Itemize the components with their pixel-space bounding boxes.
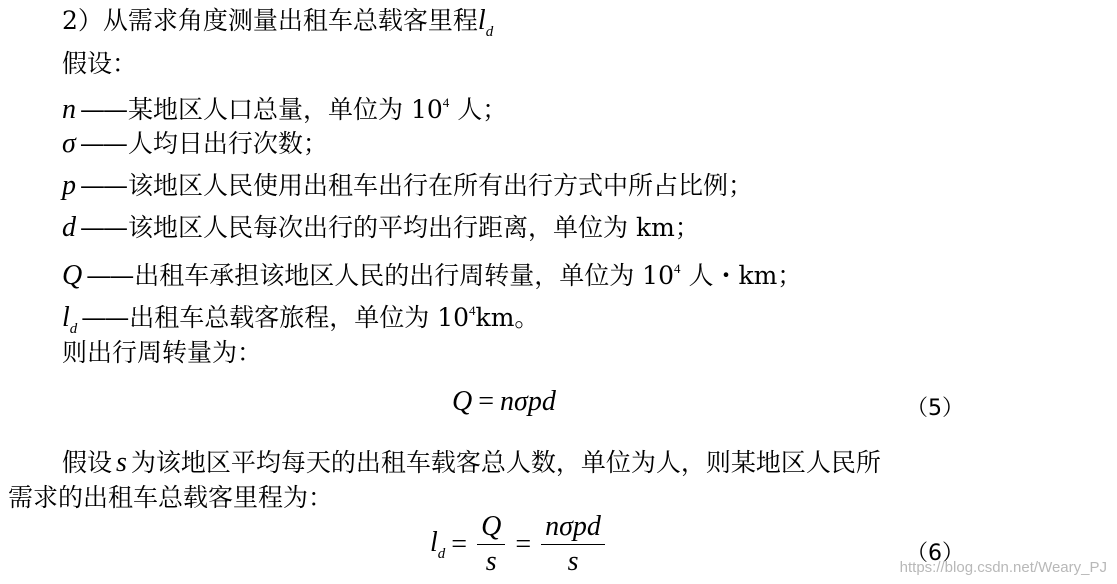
em-dash: —— [79,129,126,158]
variable-symbol: l [62,302,70,333]
paragraph-text: 假设 [62,448,113,477]
superscript: 4 [442,95,450,110]
definition-text: 出租车承担该地区人民的出行周转量，单位为 10 [134,261,674,290]
em-dash: —— [80,171,126,200]
definition-text: 人均日出行次数； [127,129,328,158]
definition-text-tail: km。 [475,303,540,332]
definition-sigma [62,127,328,161]
equation-5-number: （5） [906,396,964,421]
definition-text-tail: 人・km； [680,261,803,290]
variable-symbol: p [62,170,76,201]
superscript: 4 [469,303,476,318]
paragraph-line-2: 需求的出租车总载客里程为： [8,483,334,512]
definition-text: 某地区人口总量，单位为 10 [128,95,443,124]
fraction-2-denominator: s [567,546,579,577]
variable-symbol: Q [62,260,83,291]
variable-symbol: σ [62,128,76,159]
superscript: 4 [674,261,681,276]
definition-Q [62,252,803,291]
variable-symbol: n [62,94,76,125]
equation-lhs-subscript: d [437,545,446,562]
equation-6-number: （6） [906,541,964,566]
em-dash: —— [81,303,128,332]
paragraph-line-1 [62,446,881,480]
equation-6 [430,512,609,577]
fraction-2 [541,512,605,577]
section-heading [62,4,493,38]
definition-n [62,86,508,125]
heading-variable-subscript: d [485,24,494,40]
definition-d [62,211,700,245]
equation-5 [452,386,556,418]
em-dash: —— [86,261,133,290]
variable-symbol: d [62,212,76,243]
fraction-1-numerator: Q [477,512,505,545]
definition-text-tail: 人； [449,95,508,124]
definition-p [62,169,753,203]
equation-lhs: Q [452,386,473,417]
assume-label: 假设： [62,49,138,78]
definition-text: 该地区人民每次出行的平均出行距离，单位为 km； [128,213,700,242]
watermark: https://blog.csdn.net/Weary_PJ [899,559,1107,576]
paragraph-text: 为该地区平均每天的出租车载客总人数，单位为人，则某地区人民所 [130,448,881,477]
equation-rhs: nσpd [500,386,556,417]
equals-sign: = [515,528,532,560]
variable-s: s [116,447,127,478]
equation-lhs-var: l [430,526,438,558]
fraction-1-denominator: s [485,546,497,577]
equals-sign: = [451,528,468,560]
definition-text: 该地区人民使用出租车出行在所有出行方式中所占比例； [128,171,754,200]
variable-subscript: d [69,321,78,337]
em-dash: —— [80,95,126,124]
definition-ld [62,294,540,337]
definition-text: 出租车总载客旅程，单位为 10 [129,303,470,332]
then-label: 则出行周转量为： [62,338,263,367]
heading-variable: l [477,5,486,36]
equals-sign: = [478,386,495,417]
equation-lhs [430,527,445,563]
heading-text: 2）从需求角度测量出租车总载客里程 [62,6,478,35]
fraction-2-numerator: nσpd [541,512,605,545]
fraction-1 [477,512,505,577]
em-dash: —— [80,213,126,242]
